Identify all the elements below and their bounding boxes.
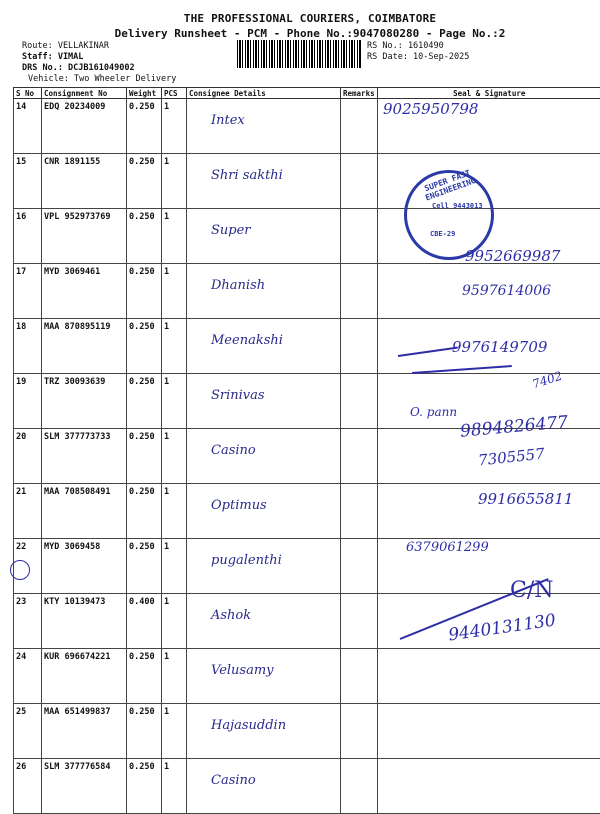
- cell-remarks: [341, 209, 378, 264]
- stamp-company-name: SUPER FAST ENGINEERING: [404, 161, 495, 209]
- cell-pcs: 1: [162, 154, 187, 209]
- cell-consignment: MAA 708508491: [42, 484, 127, 539]
- cell-consignment: MAA 870895119: [42, 319, 127, 374]
- cell-sno: 24: [14, 649, 42, 704]
- cell-weight: 0.250: [127, 429, 162, 484]
- cell-remarks: [341, 99, 378, 154]
- cell-consignee: pugalenthi: [187, 539, 341, 594]
- cell-pcs: 1: [162, 209, 187, 264]
- cell-remarks: [341, 319, 378, 374]
- cell-consignee: Casino: [187, 759, 341, 814]
- cell-sno: 18: [14, 319, 42, 374]
- cell-weight: 0.250: [127, 154, 162, 209]
- cell-remarks: [341, 374, 378, 429]
- cell-weight: 0.250: [127, 374, 162, 429]
- cell-consignee: Super: [187, 209, 341, 264]
- row-25-circle-mark: [10, 560, 30, 580]
- col-header-consignee: Consignee Details: [187, 88, 341, 99]
- cell-consignee: Meenakshi: [187, 319, 341, 374]
- cell-pcs: 1: [162, 484, 187, 539]
- stamp-city: CBE-29: [430, 230, 455, 238]
- cell-sno: 17: [14, 264, 42, 319]
- signature-phone-21: 9894826477: [459, 412, 569, 441]
- signature-phone-14: 9025950798: [383, 100, 478, 118]
- cell-sno: 19: [14, 374, 42, 429]
- table-header-row: [14, 88, 600, 99]
- cell-remarks: [341, 594, 378, 649]
- cell-remarks: [341, 704, 378, 759]
- cell-consignee: Dhanish: [187, 264, 341, 319]
- rs-number: RS No.: 1610490: [367, 41, 444, 51]
- col-header-pcs: PCS: [162, 88, 187, 99]
- cell-sno: 15: [14, 154, 42, 209]
- cell-remarks: [341, 484, 378, 539]
- cell-pcs: 1: [162, 264, 187, 319]
- cell-weight: 0.400: [127, 594, 162, 649]
- cell-remarks: [341, 759, 378, 814]
- signature-phone-17: 9952669987: [465, 247, 560, 265]
- page-subtitle: Delivery Runsheet - PCM - Phone No.:9047080280 - Page No.:2: [0, 27, 600, 40]
- cell-remarks: [341, 154, 378, 209]
- cell-pcs: 1: [162, 594, 187, 649]
- cell-signature: [378, 649, 600, 704]
- table-row: [14, 99, 600, 154]
- cell-consignee: Hajasuddin: [187, 704, 341, 759]
- rs-date: RS Date: 10-Sep-2025: [367, 52, 469, 62]
- cell-consignee: Intex: [187, 99, 341, 154]
- drs-label: DRS No.: DCJB161049002: [22, 63, 135, 73]
- cell-pcs: 1: [162, 319, 187, 374]
- cell-sno: 25: [14, 704, 42, 759]
- cell-signature: [378, 759, 600, 814]
- col-header-signature: Seal & Signature: [378, 88, 600, 99]
- cell-weight: 0.250: [127, 319, 162, 374]
- cell-sno: 26: [14, 759, 42, 814]
- cell-sno: 22: [14, 539, 42, 594]
- cell-remarks: [341, 264, 378, 319]
- cell-sno: 16: [14, 209, 42, 264]
- table-row: [14, 649, 600, 704]
- cell-consignment: TRZ 30093639: [42, 374, 127, 429]
- staff-label: Staff: VIMAL: [22, 52, 83, 62]
- cell-consignment: VPL 952973769: [42, 209, 127, 264]
- col-header-remarks: Remarks: [341, 88, 378, 99]
- cell-consignee: Velusamy: [187, 649, 341, 704]
- cell-consignment: MYD 3069461: [42, 264, 127, 319]
- cell-consignment: KTY 10139473: [42, 594, 127, 649]
- signature-phone-18: 9597614006: [462, 283, 551, 299]
- signature-phone-22: 7305557: [477, 445, 545, 470]
- cell-pcs: 1: [162, 99, 187, 154]
- col-header-weight: Weight: [127, 88, 162, 99]
- cell-consignee: Casino: [187, 429, 341, 484]
- cell-weight: 0.250: [127, 704, 162, 759]
- signature-phone-20: 7402: [531, 369, 564, 392]
- cell-sno: 20: [14, 429, 42, 484]
- col-header-consignment: Consignment No: [42, 88, 127, 99]
- signature-phone-26: 9440131130: [447, 611, 557, 646]
- signature-cn-25: C/N: [510, 578, 554, 603]
- cell-sno: 23: [14, 594, 42, 649]
- stamp-cell: Cell 9443013: [432, 202, 483, 210]
- cell-weight: 0.250: [127, 649, 162, 704]
- cell-consignee: Ashok: [187, 594, 341, 649]
- table-row: [14, 759, 600, 814]
- signature-phone-23: 9916655811: [478, 490, 573, 508]
- cell-pcs: 1: [162, 374, 187, 429]
- cell-consignment: SLM 377773733: [42, 429, 127, 484]
- cell-consignment: EDQ 20234009: [42, 99, 127, 154]
- cell-pcs: 1: [162, 759, 187, 814]
- barcode: [237, 40, 362, 68]
- cell-weight: 0.250: [127, 484, 162, 539]
- cell-sno: 14: [14, 99, 42, 154]
- page-title: THE PROFESSIONAL COURIERS, COIMBATORE: [0, 12, 600, 25]
- cell-consignment: KUR 696674221: [42, 649, 127, 704]
- vehicle-label: Vehicle: Two Wheeler Delivery: [28, 74, 176, 84]
- signature-name-21: O. pann: [410, 405, 457, 419]
- cell-consignee: Optimus: [187, 484, 341, 539]
- cell-sno: 21: [14, 484, 42, 539]
- cell-pcs: 1: [162, 539, 187, 594]
- cell-consignee: Srinivas: [187, 374, 341, 429]
- col-header-sno: S No: [14, 88, 42, 99]
- cell-consignment: MYD 3069458: [42, 539, 127, 594]
- cell-weight: 0.250: [127, 539, 162, 594]
- cell-remarks: [341, 429, 378, 484]
- cell-weight: 0.250: [127, 209, 162, 264]
- cell-pcs: 1: [162, 429, 187, 484]
- signature-phone-24: 6379061299: [406, 540, 489, 555]
- cell-weight: 0.250: [127, 759, 162, 814]
- cell-consignment: SLM 377776584: [42, 759, 127, 814]
- cell-weight: 0.250: [127, 264, 162, 319]
- cell-pcs: 1: [162, 704, 187, 759]
- cell-consignment: CNR 1891155: [42, 154, 127, 209]
- route-label: Route: VELLAKINAR: [22, 41, 109, 51]
- table-row: [14, 704, 600, 759]
- cell-remarks: [341, 649, 378, 704]
- cell-remarks: [341, 539, 378, 594]
- cell-consignment: MAA 651499837: [42, 704, 127, 759]
- cell-weight: 0.250: [127, 99, 162, 154]
- cell-signature: [378, 704, 600, 759]
- signature-phone-19: 9976149709: [452, 338, 547, 356]
- cell-consignee: Shri sakthi: [187, 154, 341, 209]
- cell-pcs: 1: [162, 649, 187, 704]
